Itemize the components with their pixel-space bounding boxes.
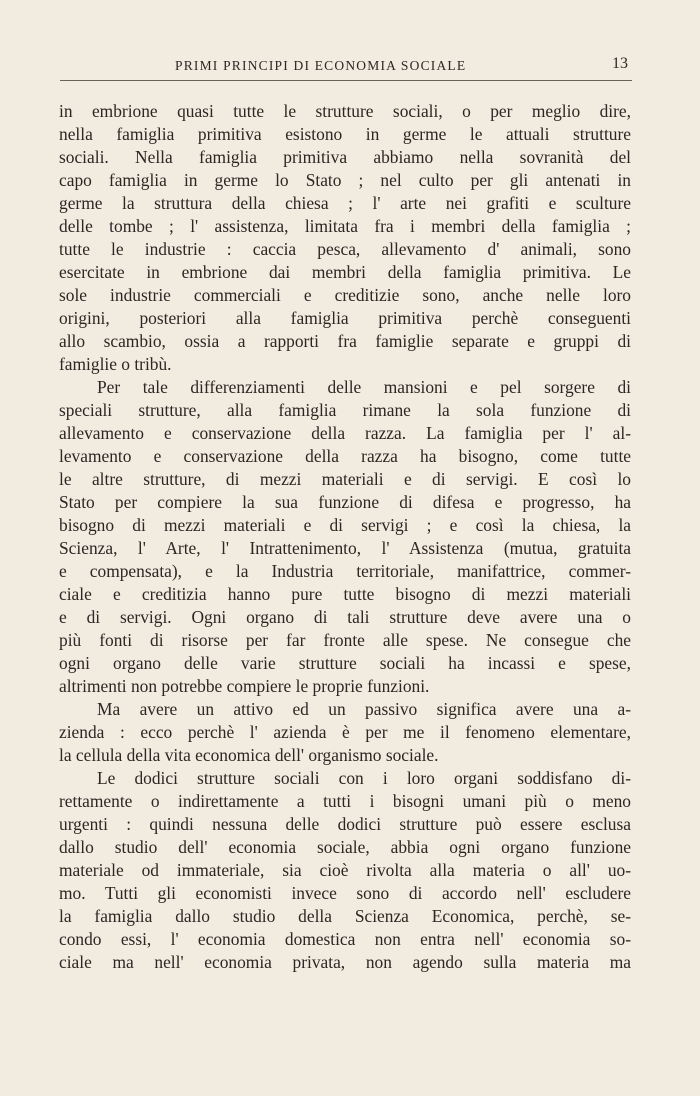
page-number: 13 — [612, 55, 628, 72]
text-line: e compensata), e la Industria territoriale, manifattrice, commer- — [59, 561, 631, 581]
text-line: condo essi, l' economia domestica non entra nell' economia so- — [59, 929, 631, 949]
text-line: sociali. Nella famiglia primitiva abbiamo nella sovranità del — [59, 147, 631, 167]
text-line: capo famiglia in germe lo Stato ; nel culto per gli antenati in — [59, 170, 631, 190]
text-line: più fonti di risorse per far fronte alle spese. Ne consegue che — [59, 630, 631, 650]
text-line: allo scambio, ossia a rapporti fra famiglie separate e gruppi di — [59, 331, 631, 351]
text-line: le altre strutture, di mezzi materiali e di servigi. E così lo — [59, 469, 631, 489]
text-line: mo. Tutti gli economisti invece sono di accordo nell' escludere — [59, 883, 631, 903]
text-line: urgenti : quindi nessuna delle dodici strutture può essere esclusa — [59, 814, 631, 834]
running-title: PRIMI PRINCIPI DI ECONOMIA SOCIALE — [175, 58, 467, 73]
text-line: tutte le industrie : caccia pesca, allevamento d' animali, sono — [59, 239, 631, 259]
text-line: nella famiglia primitiva esistono in germe le attuali strutture — [59, 124, 631, 144]
text-line: ciale ma nell' economia privata, non agendo sulla materia ma — [59, 952, 631, 972]
text-line: Stato per compiere la sua funzione di difesa e progresso, ha — [59, 492, 631, 512]
text-line: ciale e creditizia hanno pure tutte bisogno di mezzi materiali — [59, 584, 631, 604]
text-line: Per tale differenziamenti delle mansioni e pel sorgere di — [97, 377, 631, 397]
text-line: sole industrie commerciali e creditizie sono, anche nelle loro — [59, 285, 631, 305]
text-line: la cellula della vita economica dell' organismo sociale. — [59, 745, 439, 765]
text-line: zienda : ecco perchè l' azienda è per me il fenomeno elementare, — [59, 722, 631, 742]
page-header — [60, 52, 632, 81]
text-line: dallo studio dell' economia sociale, abbia ogni organo funzione — [59, 837, 631, 857]
text-line: Le dodici strutture sociali con i loro organi soddisfano di- — [97, 768, 631, 788]
text-line: ogni organo delle varie strutture sociali ha incassi e spese, — [59, 653, 631, 673]
text-line: la famiglia dallo studio della Scienza Economica, perchè, se- — [59, 906, 631, 926]
text-line: speciali strutture, alla famiglia rimane la sola funzione di — [59, 400, 631, 420]
body-text — [59, 100, 631, 974]
text-line: famiglie o tribù. — [59, 354, 172, 374]
text-line: germe la struttura della chiesa ; l' arte nei grafiti e sculture — [59, 193, 631, 213]
text-line: altrimenti non potrebbe compiere le proprie funzioni. — [59, 676, 430, 696]
text-line: Scienza, l' Arte, l' Intrattenimento, l' Assistenza (mutua, gratuita — [59, 538, 631, 558]
text-line: Ma avere un attivo ed un passivo significa avere una a- — [97, 699, 631, 719]
text-line: allevamento e conservazione della razza. La famiglia per l' al- — [59, 423, 631, 443]
text-line: bisogno di mezzi materiali e di servigi ; e così la chiesa, la — [59, 515, 631, 535]
text-line: origini, posteriori alla famiglia primitiva perchè conseguenti — [59, 308, 631, 328]
text-line: in embrione quasi tutte le strutture sociali, o per meglio dire, — [59, 101, 631, 121]
text-line: materiale od immateriale, sia cioè rivolta alla materia o all' uo- — [59, 860, 631, 880]
text-line: rettamente o indirettamente a tutti i bisogni umani più o meno — [59, 791, 631, 811]
text-line: delle tombe ; l' assistenza, limitata fra i membri della famiglia ; — [59, 216, 631, 236]
text-line: e di servigi. Ogni organo di tali strutture deve avere una o — [59, 607, 631, 627]
text-line: esercitate in embrione dai membri della famiglia primitiva. Le — [59, 262, 631, 282]
text-line: levamento e conservazione della razza ha bisogno, come tutte — [59, 446, 631, 466]
